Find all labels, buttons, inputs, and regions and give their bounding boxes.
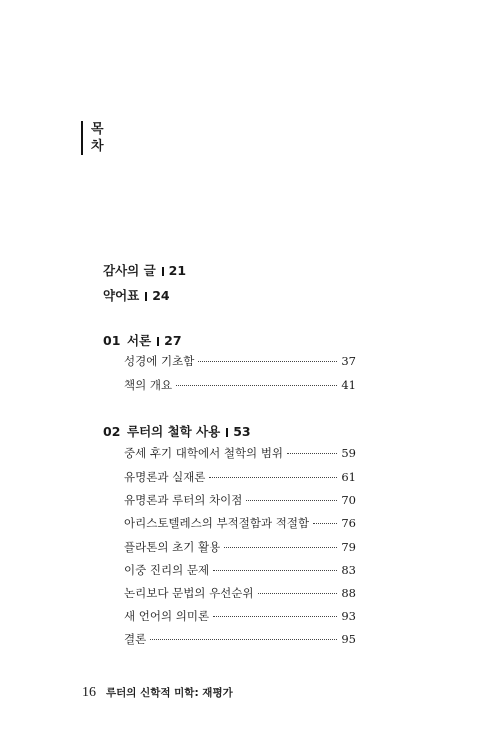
dot-leader [313,523,337,524]
separator-bar [162,267,164,276]
page-footer [82,681,233,701]
dot-leader [176,385,337,386]
toc-heading [81,121,104,155]
entry-title: 감사의 글 [103,263,156,278]
section-page: 41 [341,378,356,392]
running-book-title: 루터의 신학적 미학: 재평가 [106,687,233,699]
toc-heading-line-2: 차 [91,139,104,154]
chapter-1-heading[interactable] [103,331,182,349]
section-title: 결론 [124,632,147,646]
toc-row[interactable] [124,353,356,369]
chapter-page: 53 [233,424,251,439]
section-title: 논리보다 문법의 우선순위 [124,586,254,600]
section-page: 70 [341,493,356,507]
front-matter-acknowledgements[interactable] [103,261,186,279]
section-page: 61 [341,470,356,484]
section-page: 76 [341,516,356,530]
toc-row[interactable] [124,515,356,531]
separator-bar [157,337,159,346]
section-page: 88 [341,586,356,600]
dot-leader [213,616,337,617]
separator-bar [226,428,228,437]
page-number: 16 [82,685,96,700]
toc-row[interactable] [124,608,356,624]
toc-row[interactable] [124,492,356,508]
dot-leader [198,361,337,362]
dot-leader [209,477,337,478]
entry-title: 약어표 [103,288,140,303]
dot-leader [150,639,337,640]
chapter-title: 루터의 철학 사용 [127,424,221,439]
toc-row[interactable] [124,631,356,647]
dot-leader [246,500,337,501]
section-title: 중세 후기 대학에서 철학의 범위 [124,446,284,460]
front-matter-abbreviations[interactable] [103,286,170,304]
toc-row[interactable] [124,585,356,601]
dot-leader [258,593,338,594]
toc-row[interactable] [124,539,356,555]
toc-row[interactable] [124,377,356,393]
section-page: 59 [341,446,356,460]
entry-page: 24 [152,288,170,303]
section-page: 93 [341,609,356,623]
dot-leader [213,570,337,571]
toc-row[interactable] [124,562,356,578]
section-page: 37 [341,354,356,368]
section-title: 플라톤의 초기 활용 [124,540,221,554]
section-page: 83 [341,563,356,577]
dot-leader [224,547,337,548]
section-title: 책의 개요 [124,378,173,392]
toc-heading-line-1: 목 [91,122,104,137]
chapter-2-heading[interactable] [103,422,251,440]
section-page: 79 [341,540,356,554]
section-page: 95 [341,632,356,646]
chapter-number: 02 [103,424,121,439]
section-title: 유명론과 실재론 [124,470,206,484]
chapter-title: 서론 [127,333,152,348]
separator-bar [145,292,147,301]
toc-row[interactable] [124,469,356,485]
chapter-page: 27 [164,333,182,348]
entry-page: 21 [168,263,187,278]
dot-leader [287,453,337,454]
section-title: 새 언어의 의미론 [124,609,210,623]
toc-row[interactable] [124,445,356,461]
chapter-number: 01 [103,333,121,348]
section-title: 성경에 기초함 [124,354,195,368]
section-title: 이중 진리의 문제 [124,563,210,577]
section-title: 유명론과 루터의 차이점 [124,493,243,507]
section-title: 아리스토텔레스의 부적절함과 적절함 [124,516,310,530]
